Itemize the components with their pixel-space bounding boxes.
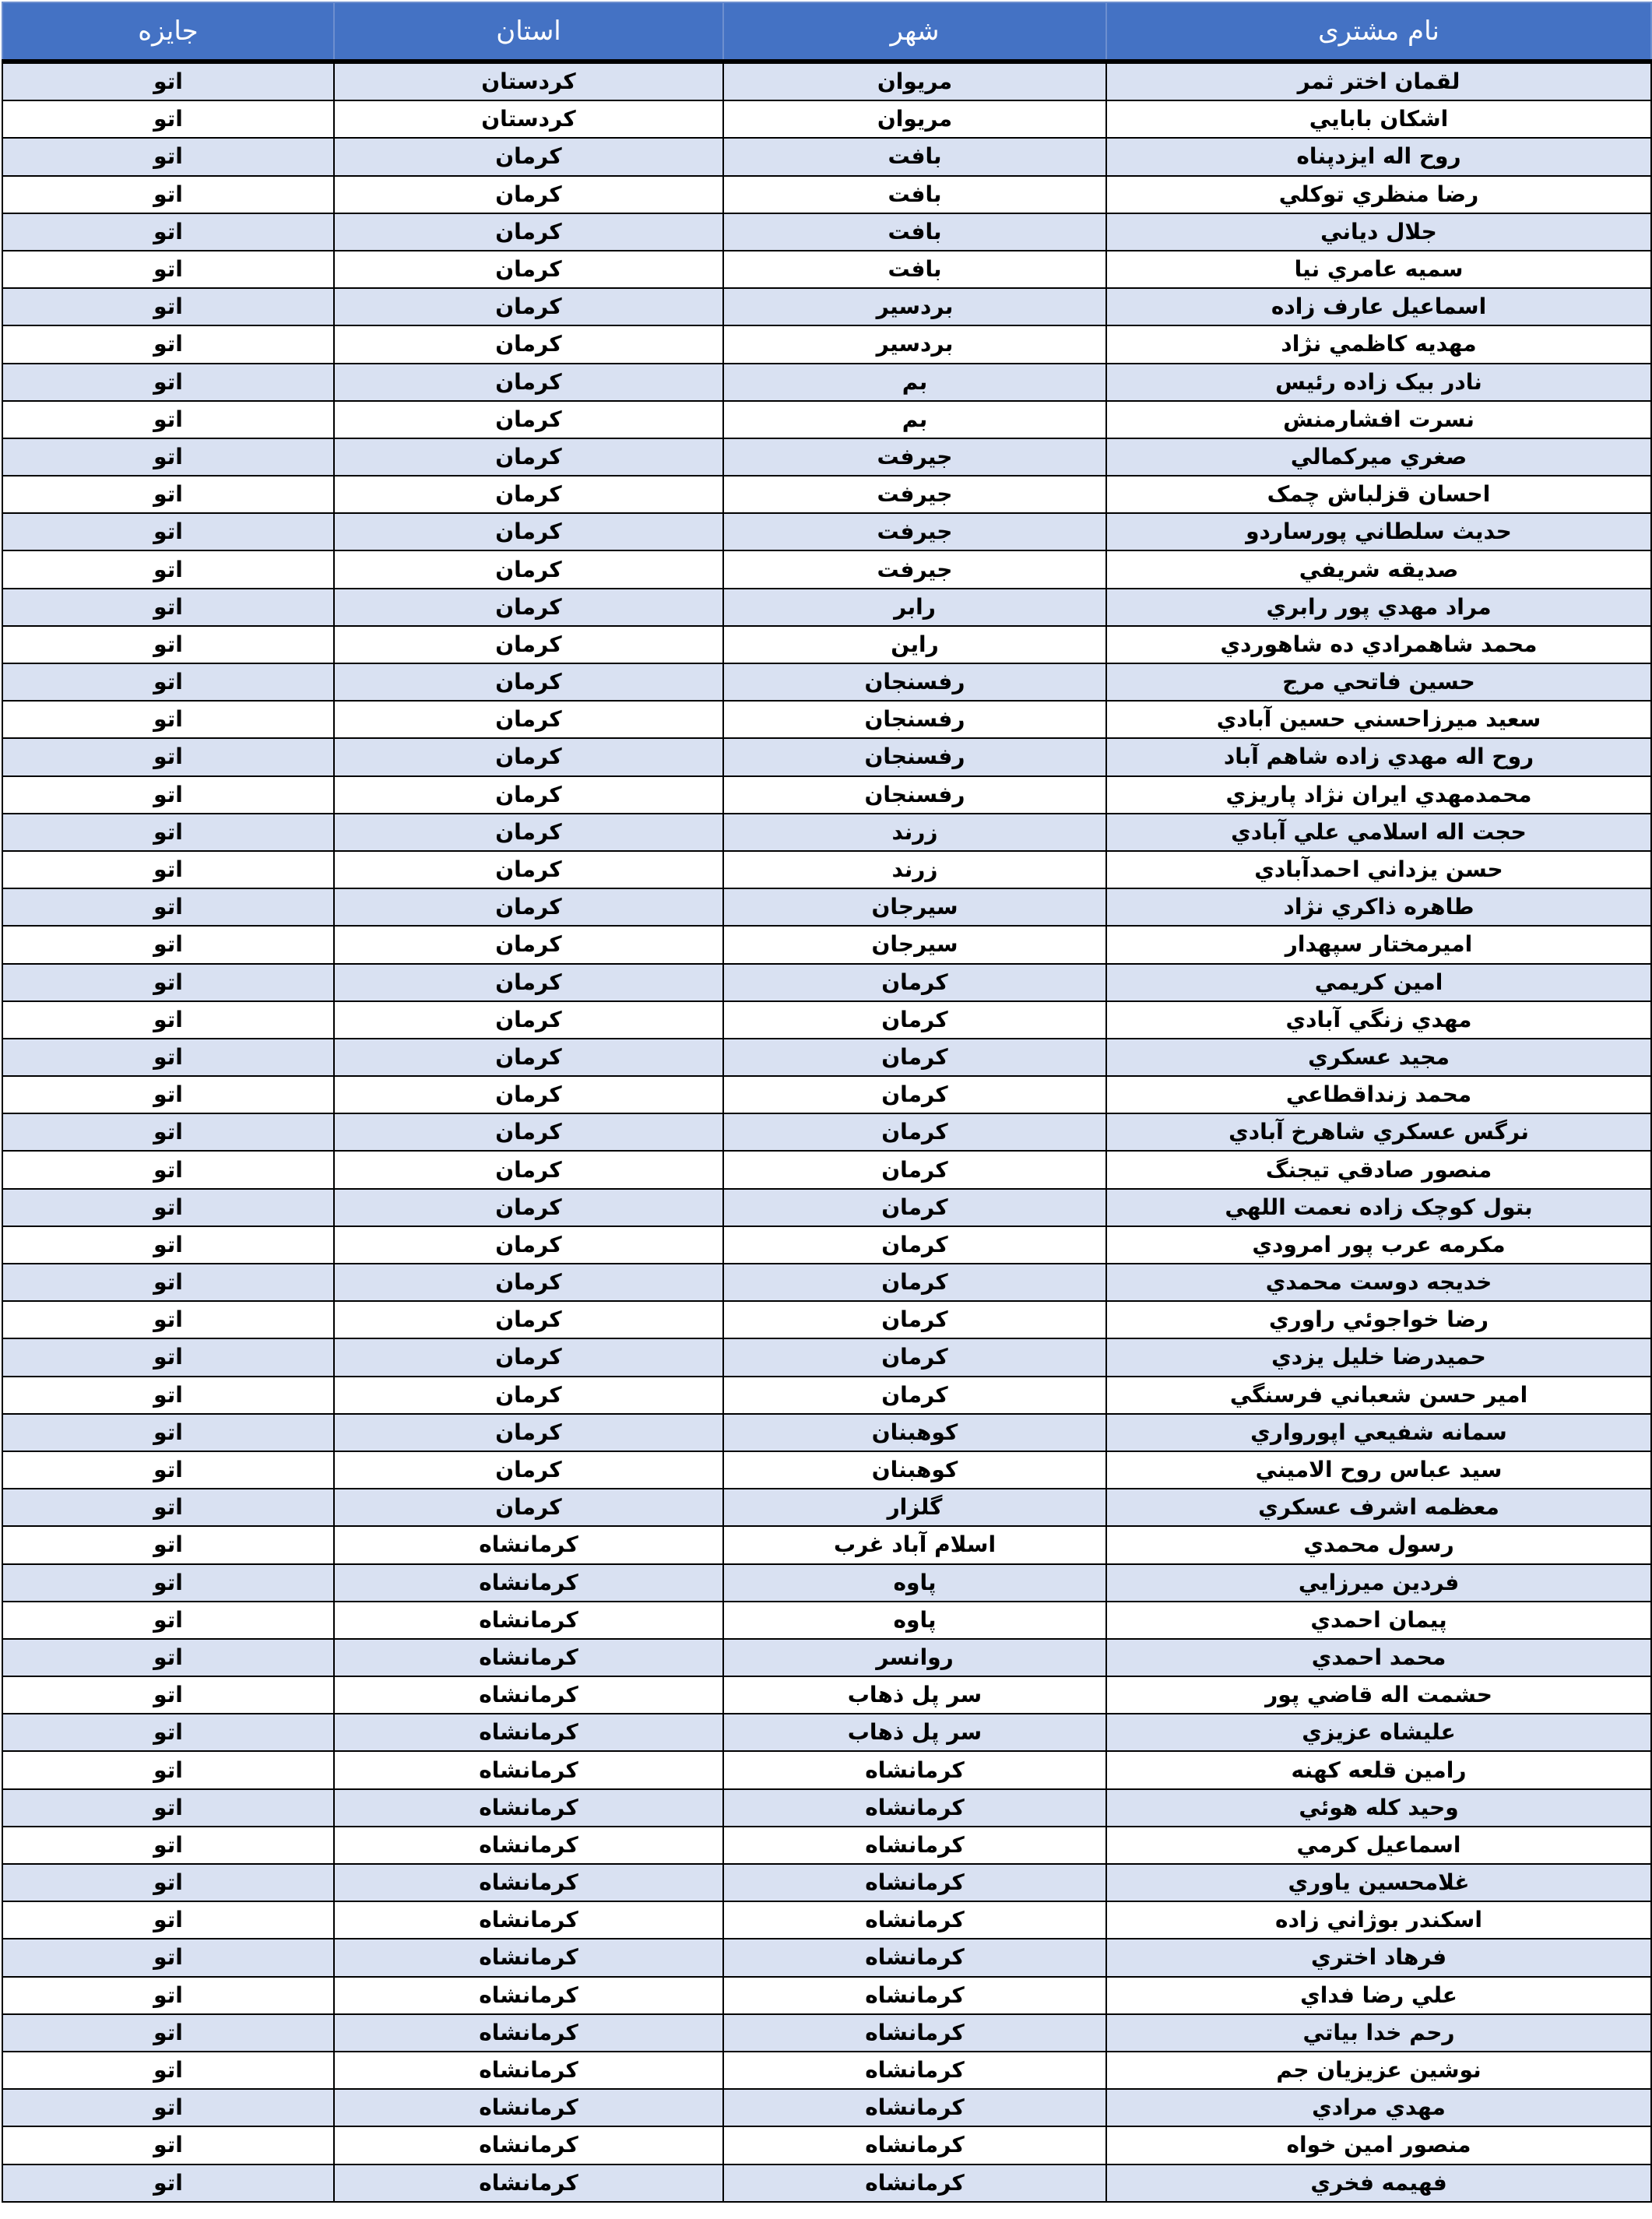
table-row [2, 1864, 1651, 1901]
table-row [2, 288, 1651, 325]
cell-prize: اتو [2, 1414, 334, 1451]
cell-city: بافت [723, 176, 1106, 213]
cell-province: کرمان [334, 1489, 723, 1526]
table-row [2, 888, 1651, 926]
table-row [2, 2164, 1651, 2202]
cell-customer-name: نادر بيک زاده رئيس [1106, 364, 1651, 401]
cell-city: مريوان [723, 100, 1106, 138]
cell-prize: اتو [2, 851, 334, 888]
cell-province: کرمانشاه [334, 1864, 723, 1901]
cell-customer-name: فردين ميرزايي [1106, 1564, 1651, 1602]
header-prize: جایزه [2, 2, 334, 62]
table-row [2, 1602, 1651, 1639]
cell-customer-name: غلامحسين ياوري [1106, 1864, 1651, 1901]
cell-prize: اتو [2, 176, 334, 213]
cell-prize: اتو [2, 1338, 334, 1376]
cell-customer-name: اسکندر بوژاني زاده [1106, 1901, 1651, 1939]
table-row [2, 776, 1651, 814]
cell-customer-name: عليشاه عزيزي [1106, 1714, 1651, 1751]
cell-province: کرمان [334, 1226, 723, 1264]
cell-prize: اتو [2, 1264, 334, 1301]
cell-city: کرمان [723, 1001, 1106, 1039]
table-row [2, 401, 1651, 438]
table-row [2, 701, 1651, 738]
cell-customer-name: بتول کوچک زاده نعمت اللهي [1106, 1189, 1651, 1226]
cell-city: رفسنجان [723, 776, 1106, 814]
cell-city: روانسر [723, 1639, 1106, 1676]
cell-customer-name: رضا منظري توکلي [1106, 176, 1651, 213]
cell-prize: اتو [2, 364, 334, 401]
cell-customer-name: سمانه شفيعي اپورواري [1106, 1414, 1651, 1451]
table-row [2, 176, 1651, 213]
cell-customer-name: اسماعيل کرمي [1106, 1827, 1651, 1864]
cell-city: کرمان [723, 1264, 1106, 1301]
cell-city: جيرفت [723, 476, 1106, 513]
cell-province: کرمان [334, 626, 723, 663]
cell-prize: اتو [2, 1901, 334, 1939]
table-row [2, 251, 1651, 288]
cell-prize: اتو [2, 738, 334, 775]
cell-city: کوهبنان [723, 1451, 1106, 1489]
cell-province: کرمان [334, 814, 723, 851]
cell-customer-name: سميه عامري نيا [1106, 251, 1651, 288]
table-row [2, 1264, 1651, 1301]
cell-prize: اتو [2, 401, 334, 438]
table-row [2, 1039, 1651, 1076]
cell-province: کرمان [334, 325, 723, 363]
cell-prize: اتو [2, 926, 334, 963]
table-row [2, 1076, 1651, 1113]
cell-city: جيرفت [723, 513, 1106, 550]
cell-prize: اتو [2, 2126, 334, 2164]
cell-customer-name: محمدمهدي ايران نژاد پاريزي [1106, 776, 1651, 814]
cell-city: کرمان [723, 1301, 1106, 1338]
cell-prize: اتو [2, 776, 334, 814]
cell-city: سيرجان [723, 926, 1106, 963]
cell-province: کرمان [334, 1001, 723, 1039]
cell-province: کرمانشاه [334, 2164, 723, 2202]
cell-province: کرمان [334, 213, 723, 251]
cell-prize: اتو [2, 1564, 334, 1602]
header-city: شهر [723, 2, 1106, 62]
cell-prize: اتو [2, 1451, 334, 1489]
table-row [2, 325, 1651, 363]
cell-prize: اتو [2, 589, 334, 626]
table-row [2, 738, 1651, 775]
table-header [2, 2, 1651, 62]
cell-city: کرمان [723, 964, 1106, 1001]
cell-city: راين [723, 626, 1106, 663]
table-row [2, 1226, 1651, 1264]
cell-prize: اتو [2, 1751, 334, 1788]
cell-city: کرمان [723, 1039, 1106, 1076]
cell-customer-name: منصور امين خواه [1106, 2126, 1651, 2164]
cell-province: کرمان [334, 513, 723, 550]
table-row [2, 1301, 1651, 1338]
cell-customer-name: سيد عباس روح الاميني [1106, 1451, 1651, 1489]
cell-customer-name: نرگس عسکري شاهرخ آبادي [1106, 1113, 1651, 1151]
cell-province: کرمان [334, 1151, 723, 1188]
cell-customer-name: امير حسن شعباني فرسنگي [1106, 1377, 1651, 1414]
cell-province: کرمان [334, 701, 723, 738]
cell-customer-name: محمد زنداقطاعي [1106, 1076, 1651, 1113]
cell-city: رفسنجان [723, 663, 1106, 701]
table-row [2, 1338, 1651, 1376]
cell-prize: اتو [2, 1676, 334, 1714]
table-row [2, 1113, 1651, 1151]
cell-prize: اتو [2, 138, 334, 175]
cell-city: سر پل ذهاب [723, 1714, 1106, 1751]
table-row [2, 100, 1651, 138]
cell-city: سيرجان [723, 888, 1106, 926]
cell-customer-name: مکرمه عرب پور امرودي [1106, 1226, 1651, 1264]
cell-city: کرمان [723, 1377, 1106, 1414]
cell-province: کرمانشاه [334, 2052, 723, 2089]
cell-city: بردسير [723, 288, 1106, 325]
cell-customer-name: حسين فاتحي مرج [1106, 663, 1651, 701]
cell-prize: اتو [2, 1377, 334, 1414]
cell-province: کرمان [334, 738, 723, 775]
cell-city: جيرفت [723, 550, 1106, 588]
cell-city: بافت [723, 138, 1106, 175]
cell-province: کرمانشاه [334, 1901, 723, 1939]
cell-customer-name: وحيد کله هوئي [1106, 1789, 1651, 1827]
cell-city: بم [723, 401, 1106, 438]
cell-province: کرمان [334, 1113, 723, 1151]
cell-city: بافت [723, 251, 1106, 288]
cell-city: کرمان [723, 1338, 1106, 1376]
cell-prize: اتو [2, 1864, 334, 1901]
cell-customer-name: پيمان احمدي [1106, 1602, 1651, 1639]
cell-prize: اتو [2, 2014, 334, 2052]
cell-customer-name: حشمت اله قاضي پور [1106, 1676, 1651, 1714]
table-row [2, 1377, 1651, 1414]
cell-city: اسلام آباد غرب [723, 1526, 1106, 1563]
cell-prize: اتو [2, 1714, 334, 1751]
cell-city: رفسنجان [723, 738, 1106, 775]
cell-customer-name: خديجه دوست محمدي [1106, 1264, 1651, 1301]
table-row [2, 1714, 1651, 1751]
cell-city: کرمان [723, 1189, 1106, 1226]
cell-customer-name: رامين قلعه کهنه [1106, 1751, 1651, 1788]
table-row [2, 1977, 1651, 2014]
cell-province: کرمانشاه [334, 1526, 723, 1563]
cell-city: کرمانشاه [723, 1939, 1106, 1976]
cell-prize: اتو [2, 1639, 334, 1676]
cell-prize: اتو [2, 1226, 334, 1264]
cell-province: کرمان [334, 1189, 723, 1226]
cell-province: کرمانشاه [334, 1639, 723, 1676]
cell-city: پاوه [723, 1564, 1106, 1602]
cell-province: کرمان [334, 476, 723, 513]
cell-prize: اتو [2, 626, 334, 663]
cell-province: کرمان [334, 364, 723, 401]
cell-customer-name: اشکان بابايي [1106, 100, 1651, 138]
cell-province: کرمانشاه [334, 2014, 723, 2052]
cell-city: کرمانشاه [723, 1977, 1106, 2014]
cell-customer-name: مهدي زنگي آبادي [1106, 1001, 1651, 1039]
table-row [2, 2014, 1651, 2052]
cell-customer-name: رضا خواجوئي راوري [1106, 1301, 1651, 1338]
table-row [2, 476, 1651, 513]
cell-province: کرمان [334, 1039, 723, 1076]
cell-city: کرمانشاه [723, 1789, 1106, 1827]
cell-city: کرمان [723, 1113, 1106, 1151]
cell-customer-name: صغري ميرکمالي [1106, 438, 1651, 476]
cell-province: کرمانشاه [334, 1939, 723, 1976]
cell-prize: اتو [2, 1151, 334, 1188]
cell-province: کرمانشاه [334, 1714, 723, 1751]
cell-customer-name: اسماعيل عارف زاده [1106, 288, 1651, 325]
table-row [2, 1489, 1651, 1526]
table-row [2, 2052, 1651, 2089]
cell-customer-name: حجت اله اسلامي علي آبادي [1106, 814, 1651, 851]
cell-customer-name: روح اله مهدي زاده شاهم آباد [1106, 738, 1651, 775]
table-row [2, 1789, 1651, 1827]
cell-province: کرمانشاه [334, 1827, 723, 1864]
cell-city: بافت [723, 213, 1106, 251]
table-body [2, 62, 1651, 2202]
cell-prize: اتو [2, 663, 334, 701]
cell-province: کرمانشاه [334, 2126, 723, 2164]
cell-city: کرمانشاه [723, 2089, 1106, 2126]
cell-province: کرمان [334, 1076, 723, 1113]
cell-prize: اتو [2, 513, 334, 550]
cell-customer-name: امين کريمي [1106, 964, 1651, 1001]
cell-customer-name: مهدي مرادي [1106, 2089, 1651, 2126]
cell-province: کرمان [334, 851, 723, 888]
cell-city: گلزار [723, 1489, 1106, 1526]
cell-city: کرمانشاه [723, 2164, 1106, 2202]
cell-city: کرمانشاه [723, 1827, 1106, 1864]
cell-city: بم [723, 364, 1106, 401]
cell-province: کرمان [334, 288, 723, 325]
cell-province: کرمان [334, 589, 723, 626]
cell-province: کرمانشاه [334, 1564, 723, 1602]
cell-customer-name: رحم خدا بياتي [1106, 2014, 1651, 2052]
cell-province: کرمان [334, 1264, 723, 1301]
cell-prize: اتو [2, 1977, 334, 2014]
cell-customer-name: محمد شاهمرادي ده شاهوردي [1106, 626, 1651, 663]
cell-customer-name: معظمه اشرف عسکري [1106, 1489, 1651, 1526]
cell-prize: اتو [2, 2089, 334, 2126]
cell-province: کرمان [334, 1414, 723, 1451]
table-row [2, 1001, 1651, 1039]
table-row [2, 814, 1651, 851]
cell-customer-name: نوشين عزيزيان جم [1106, 2052, 1651, 2089]
cell-prize: اتو [2, 288, 334, 325]
cell-prize: اتو [2, 1827, 334, 1864]
cell-customer-name: حديث سلطاني پورساردو [1106, 513, 1651, 550]
cell-customer-name: اميرمختار سپهدار [1106, 926, 1651, 963]
table-row [2, 513, 1651, 550]
table-row [2, 589, 1651, 626]
cell-city: کرمانشاه [723, 2014, 1106, 2052]
cell-province: کرمانشاه [334, 1977, 723, 2014]
cell-province: کرمان [334, 888, 723, 926]
cell-province: کرمان [334, 438, 723, 476]
cell-prize: اتو [2, 701, 334, 738]
cell-city: مريوان [723, 62, 1106, 100]
table-row [2, 62, 1651, 100]
table-row [2, 1639, 1651, 1676]
cell-customer-name: فرهاد اختري [1106, 1939, 1651, 1976]
cell-province: کرمان [334, 1451, 723, 1489]
table-row [2, 1151, 1651, 1188]
cell-city: کرمانشاه [723, 2126, 1106, 2164]
cell-prize: اتو [2, 1113, 334, 1151]
cell-city: کرمان [723, 1226, 1106, 1264]
cell-province: کرمان [334, 926, 723, 963]
table-row [2, 1414, 1651, 1451]
cell-customer-name: نسرت افشارمنش [1106, 401, 1651, 438]
cell-province: کرمان [334, 251, 723, 288]
cell-customer-name: منصور صادقي تيجنگ [1106, 1151, 1651, 1188]
table-row [2, 663, 1651, 701]
cell-prize: اتو [2, 476, 334, 513]
table-row [2, 1189, 1651, 1226]
cell-customer-name: احسان قزلباش چمک [1106, 476, 1651, 513]
table-row [2, 550, 1651, 588]
cell-customer-name: رسول محمدي [1106, 1526, 1651, 1563]
table-row [2, 2126, 1651, 2164]
table-row [2, 626, 1651, 663]
cell-province: کرمان [334, 663, 723, 701]
table-row [2, 1827, 1651, 1864]
cell-city: کوهبنان [723, 1414, 1106, 1451]
table-row [2, 2089, 1651, 2126]
cell-prize: اتو [2, 213, 334, 251]
cell-city: کرمان [723, 1076, 1106, 1113]
cell-city: کرمان [723, 1151, 1106, 1188]
cell-province: کرمان [334, 1377, 723, 1414]
table-row [2, 1751, 1651, 1788]
cell-province: کردستان [334, 62, 723, 100]
cell-customer-name: روح اله ايزدپناه [1106, 138, 1651, 175]
table-row [2, 364, 1651, 401]
table-row [2, 926, 1651, 963]
cell-prize: اتو [2, 325, 334, 363]
cell-prize: اتو [2, 62, 334, 100]
cell-customer-name: حميدرضا خليل يزدي [1106, 1338, 1651, 1376]
cell-province: کرمانشاه [334, 1602, 723, 1639]
cell-city: کرمانشاه [723, 2052, 1106, 2089]
cell-city: زرند [723, 814, 1106, 851]
cell-province: کرمانشاه [334, 1676, 723, 1714]
cell-customer-name: مراد مهدي پور رابري [1106, 589, 1651, 626]
cell-prize: اتو [2, 1076, 334, 1113]
cell-customer-name: لقمان اختر ثمر [1106, 62, 1651, 100]
table-row [2, 138, 1651, 175]
cell-province: کرمانشاه [334, 1751, 723, 1788]
cell-customer-name: سعيد ميرزاحسني حسين آبادي [1106, 701, 1651, 738]
cell-province: کردستان [334, 100, 723, 138]
cell-province: کرمان [334, 176, 723, 213]
cell-city: رابر [723, 589, 1106, 626]
table-row [2, 1939, 1651, 1976]
customer-prize-table [2, 2, 1652, 2203]
cell-province: کرمان [334, 776, 723, 814]
cell-city: جيرفت [723, 438, 1106, 476]
cell-customer-name: محمد احمدي [1106, 1639, 1651, 1676]
cell-prize: اتو [2, 550, 334, 588]
table-row [2, 964, 1651, 1001]
cell-city: بردسير [723, 325, 1106, 363]
header-province: استان [334, 2, 723, 62]
cell-prize: اتو [2, 1039, 334, 1076]
cell-city: کرمانشاه [723, 1751, 1106, 1788]
table-row [2, 851, 1651, 888]
cell-province: کرمان [334, 138, 723, 175]
cell-customer-name: فهيمه فخري [1106, 2164, 1651, 2202]
cell-city: کرمانشاه [723, 1864, 1106, 1901]
cell-province: کرمان [334, 1338, 723, 1376]
cell-customer-name: حسن يزداني احمدآبادي [1106, 851, 1651, 888]
cell-prize: اتو [2, 1789, 334, 1827]
cell-prize: اتو [2, 1001, 334, 1039]
cell-prize: اتو [2, 251, 334, 288]
cell-city: کرمانشاه [723, 1901, 1106, 1939]
cell-city: رفسنجان [723, 701, 1106, 738]
table-row [2, 438, 1651, 476]
cell-prize: اتو [2, 100, 334, 138]
cell-prize: اتو [2, 2052, 334, 2089]
table-row [2, 1526, 1651, 1563]
table-row [2, 1901, 1651, 1939]
cell-customer-name: جلال دياني [1106, 213, 1651, 251]
table-row [2, 1564, 1651, 1602]
cell-province: کرمان [334, 401, 723, 438]
cell-city: پاوه [723, 1602, 1106, 1639]
cell-prize: اتو [2, 1939, 334, 1976]
cell-prize: اتو [2, 888, 334, 926]
cell-prize: اتو [2, 814, 334, 851]
cell-prize: اتو [2, 438, 334, 476]
cell-prize: اتو [2, 964, 334, 1001]
cell-prize: اتو [2, 1489, 334, 1526]
cell-customer-name: علي رضا فداي [1106, 1977, 1651, 2014]
header-customer-name: نام مشتری [1106, 2, 1651, 62]
cell-customer-name: مهديه کاظمي نژاد [1106, 325, 1651, 363]
table-row [2, 1676, 1651, 1714]
table-row [2, 1451, 1651, 1489]
cell-customer-name: مجيد عسکري [1106, 1039, 1651, 1076]
cell-customer-name: طاهره ذاکري نژاد [1106, 888, 1651, 926]
cell-prize: اتو [2, 2164, 334, 2202]
cell-province: کرمان [334, 550, 723, 588]
cell-prize: اتو [2, 1526, 334, 1563]
cell-city: سر پل ذهاب [723, 1676, 1106, 1714]
cell-province: کرمان [334, 1301, 723, 1338]
cell-province: کرمان [334, 964, 723, 1001]
cell-city: زرند [723, 851, 1106, 888]
cell-prize: اتو [2, 1602, 334, 1639]
table-row [2, 213, 1651, 251]
header-row [2, 2, 1651, 62]
cell-prize: اتو [2, 1189, 334, 1226]
cell-customer-name: صديقه شريفي [1106, 550, 1651, 588]
cell-province: کرمانشاه [334, 2089, 723, 2126]
cell-province: کرمانشاه [334, 1789, 723, 1827]
cell-prize: اتو [2, 1301, 334, 1338]
